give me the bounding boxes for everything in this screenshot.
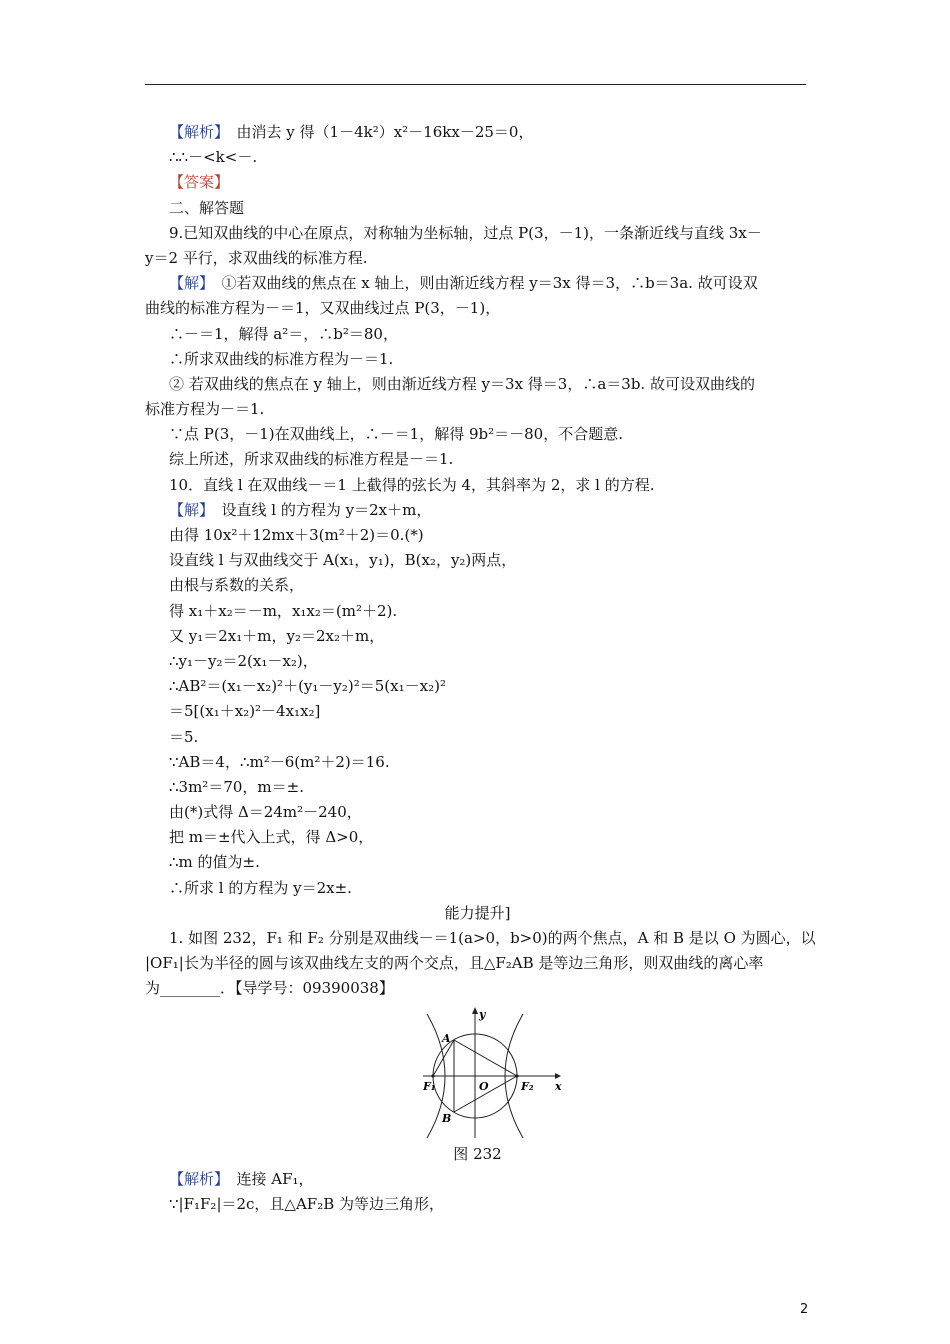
header-rule bbox=[145, 84, 806, 85]
line-text: ② 若双曲线的焦点在 y 轴上，则由渐近线方程 y＝3x 得＝3，∴a＝3b. 故可设双曲线的 bbox=[169, 374, 755, 393]
page-content bbox=[145, 120, 816, 1217]
line-text: ∴y₁－y₂＝2(x₁－x₂)， bbox=[169, 651, 318, 670]
line-text: y＝2 平行，求双曲线的标准方程. bbox=[145, 248, 368, 267]
line-text: ①若双曲线的焦点在 x 轴上，则由渐近线方程 y＝3x 得＝3，∴b＝3a. 故可设双 bbox=[206, 274, 758, 293]
text-line bbox=[145, 1192, 810, 1217]
section-heading: 能力提升] bbox=[444, 903, 511, 922]
segment-AF2 bbox=[454, 1040, 517, 1076]
label-tag: 【解析】 bbox=[169, 1169, 222, 1188]
line-text: 曲线的标准方程为－＝1，又双曲线过点 P(3，－1)， bbox=[145, 299, 501, 318]
line-text: |OF₁|长为半径的圆与该双曲线左支的两个交点，且△F₂AB 是等边三角形，则双曲线的离心率 bbox=[145, 954, 764, 973]
x-axis-arrow bbox=[555, 1073, 561, 1079]
text-line bbox=[145, 599, 810, 624]
text-line bbox=[145, 145, 810, 170]
point-F2 bbox=[515, 1074, 518, 1077]
text-line bbox=[145, 372, 810, 397]
text-line bbox=[145, 775, 810, 800]
line-text: ∵AB＝4，∴m²－6(m²＋2)＝16. bbox=[169, 752, 390, 771]
line-text: 标准方程为－＝1. bbox=[145, 400, 265, 419]
text-line bbox=[145, 1167, 810, 1192]
label-F1: F₁ bbox=[423, 1079, 436, 1093]
label-F2: F₂ bbox=[521, 1079, 534, 1093]
text-line bbox=[145, 221, 810, 246]
text-line bbox=[145, 876, 810, 901]
problem-1-solution bbox=[145, 1167, 810, 1217]
line-text: 连接 AF₁， bbox=[221, 1169, 314, 1188]
text-line bbox=[145, 850, 810, 875]
label-y: y bbox=[479, 1007, 486, 1021]
line-text: 把 m＝±代入上式，得 Δ>0， bbox=[169, 828, 374, 847]
line-text: 9.已知双曲线的中心在原点，对称轴为坐标轴，过点 P(3，－1)，一条渐近线与直线 3x－ bbox=[169, 223, 762, 242]
line-text: 二、解答题 bbox=[169, 198, 245, 217]
line-text: 由(*)式得 Δ＝24m²－240， bbox=[169, 803, 362, 822]
text-line bbox=[145, 322, 810, 347]
line-text: ∴3m²＝70，m＝±. bbox=[169, 777, 304, 796]
segment-AF1 bbox=[433, 1040, 454, 1076]
line-text: 得 x₁＋x₂＝－m，x₁x₂＝(m²＋2). bbox=[169, 601, 398, 620]
solution-block-8-10 bbox=[145, 120, 810, 901]
text-line bbox=[145, 951, 810, 976]
problem-1-text bbox=[145, 926, 816, 1002]
text-line bbox=[145, 498, 810, 523]
label-tag: 【答案】 bbox=[169, 173, 230, 192]
line-text: 为________．【导学号：09390038】 bbox=[145, 979, 394, 998]
text-line bbox=[145, 548, 810, 573]
text-line bbox=[145, 926, 816, 951]
line-text: ∵点 P(3，－1)在双曲线上，∴－＝1，解得 9b²＝－80，不合题意. bbox=[169, 425, 623, 444]
text-line bbox=[145, 624, 810, 649]
figure-caption: 图 232 bbox=[453, 1144, 502, 1163]
text-line bbox=[145, 196, 810, 221]
line-text: ＝5. bbox=[169, 727, 199, 746]
text-line bbox=[145, 447, 810, 472]
line-text: ∴所求双曲线的标准方程为－＝1. bbox=[169, 349, 394, 368]
text-line bbox=[145, 800, 810, 825]
line-text: ∴AB²＝(x₁－x₂)²＋(y₁－y₂)²＝5(x₁－x₂)² bbox=[169, 677, 446, 696]
line-text: 设直线 l 与双曲线交于 A(x₁，y₁)，B(x₂，y₂)两点， bbox=[169, 551, 517, 570]
label-tag: 【解】 bbox=[169, 500, 207, 519]
text-line bbox=[145, 649, 810, 674]
label-tag: 【解】 bbox=[169, 274, 207, 293]
text-line bbox=[145, 725, 810, 750]
label-A: A bbox=[442, 1031, 451, 1045]
text-line bbox=[145, 573, 810, 598]
text-line bbox=[145, 246, 810, 271]
text-line bbox=[145, 296, 810, 321]
y-axis-arrow bbox=[472, 1007, 478, 1014]
text-line bbox=[145, 271, 810, 296]
text-line bbox=[145, 825, 810, 850]
label-O: O bbox=[479, 1079, 489, 1093]
label-x: x bbox=[555, 1079, 562, 1093]
label-B: B bbox=[442, 1111, 452, 1125]
text-line bbox=[145, 170, 810, 195]
text-line bbox=[145, 523, 810, 548]
text-line bbox=[145, 976, 810, 1001]
line-text: ∴∴－<k<－. bbox=[169, 148, 258, 167]
hyperbola-diagram bbox=[423, 1006, 563, 1138]
text-line bbox=[145, 750, 810, 775]
page-number: 2 bbox=[800, 1302, 809, 1317]
line-text: 由得 10x²＋12mx＋3(m²＋2)＝0.(*) bbox=[169, 526, 424, 544]
line-text: 由根与系数的关系， bbox=[169, 576, 305, 595]
line-text: 1. 如图 232，F₁ 和 F₂ 分别是双曲线－＝1(a>0，b>0)的两个焦点，A 和 B 是以 O 为圆心，以 bbox=[169, 929, 816, 947]
text-line bbox=[145, 674, 810, 699]
line-text: 又 y₁＝2x₁＋m，y₂＝2x₂＋m， bbox=[169, 626, 385, 645]
line-text: ∴m 的值为±. bbox=[169, 853, 260, 872]
line-text: 综上所述，所求双曲线的标准方程是－＝1. bbox=[169, 450, 454, 469]
line-text: ＝5[(x₁＋x₂)²－4x₁x₂] bbox=[169, 702, 321, 721]
line-text: 10．直线 l 在双曲线－＝1 上截得的弦长为 4，其斜率为 2，求 l 的方程. bbox=[169, 475, 655, 494]
text-line bbox=[145, 347, 810, 372]
line-text: ∴－＝1，解得 a²＝，∴b²＝80， bbox=[169, 324, 398, 343]
line-text: 设直线 l 的方程为 y＝2x＋m， bbox=[206, 500, 432, 519]
point-F1 bbox=[431, 1074, 434, 1077]
text-line bbox=[145, 397, 810, 422]
text-line bbox=[145, 699, 810, 724]
text-line bbox=[145, 422, 810, 447]
line-text: 由消去 y 得（1－4k²）x²－16kx－25＝0， bbox=[221, 123, 534, 141]
line-text: ∴所求 l 的方程为 y＝2x±. bbox=[169, 878, 352, 897]
text-line bbox=[145, 473, 810, 498]
text-line bbox=[145, 120, 810, 145]
line-text: ∵|F₁F₂|＝2c，且△AF₂B 为等边三角形， bbox=[169, 1194, 445, 1213]
figure-232 bbox=[145, 1002, 810, 1142]
label-tag: 【解析】 bbox=[169, 123, 222, 141]
